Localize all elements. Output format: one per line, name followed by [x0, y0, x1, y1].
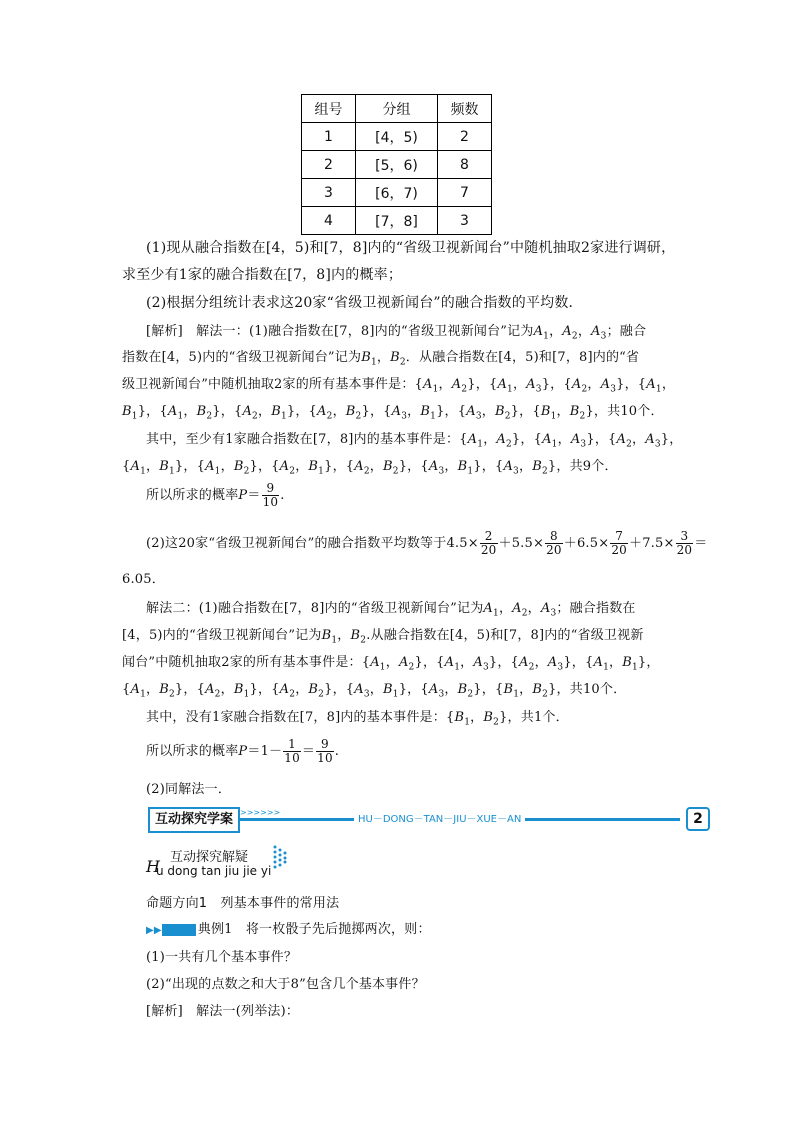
- table-cell: 3: [438, 207, 492, 235]
- table-cell: [7，8]: [356, 207, 438, 235]
- solution-1-line-4: $B_1$}，{$A_1$，$B_2$}，{$A_2$，$B_1$}，{$A_2$，$B_2$}，{$A_3$，$B_1$}，{$A_3$，$B_2$}，{$B_1$，$B_2$}，共10个．: [122, 404, 664, 422]
- subheading-title: 互动探究解疑: [170, 850, 249, 865]
- example-q1: (1)一共有几个基本事件？: [146, 950, 298, 965]
- question-1-line-2: 求至少有1家的融合指数在[7，8]内的概率；: [122, 267, 403, 283]
- solution-2-line-3: 闻台”中随机抽取2家的所有基本事件是：{$A_1$，$A_2$}，{$A_1$，$A_3$}，{$A_2$，$A_3$}，{$A_1$，$B_1$}，: [122, 655, 660, 673]
- fraction: $\frac{7}{20}$: [611, 529, 627, 557]
- solution-2-q2: (2)同解法一．: [146, 782, 232, 797]
- table-cell: 2: [302, 151, 356, 179]
- table-row: [302, 151, 492, 179]
- table-header: 频数: [438, 95, 492, 123]
- section-banner: [148, 807, 708, 833]
- example-label: 典例1: [197, 922, 233, 937]
- solution-1-average-result: 6.05．: [122, 572, 165, 587]
- subheading-pinyin: u dong tan jiu jie yi: [156, 864, 272, 878]
- fraction: $\frac{9}{10}$: [317, 737, 333, 765]
- fraction: $\frac{2}{20}$: [480, 529, 497, 557]
- banner-title: 互动探究学案: [148, 807, 240, 833]
- solution-1-average: (2)这20家“省级卫视新闻台”的融合指数平均数等于4.5× $\frac{2}{20}$ ＋5.5× $\frac{8}{20}$ ＋6.5× $\frac{7}{20}$ ＋7.5× $\frac{3}{20}$ ＝: [146, 529, 708, 557]
- fraction: $\frac{8}{20}$: [546, 529, 562, 557]
- solution-2-probability: 所以所求的概率P＝1－ $\frac{1}{10}$ ＝ $\frac{9}{10}$ .: [146, 737, 340, 765]
- solution-1-line-3: 级卫视新闻台”中随机抽取2家的所有基本事件是：{$A_1$，$A_2$}，{$A_1$，$A_3$}，{$A_2$，$A_3$}，{$A_1$，: [122, 377, 676, 395]
- solution-2-line-2: [4，5)内的“省级卫视新闻台”记为$B_1$，$B_2$.从融合指数在[4，5)和[7，8]内的“省级卫视新: [122, 628, 644, 646]
- table-cell: [5，6): [356, 151, 438, 179]
- question-1-line-1: (1)现从融合指数在[4，5)和[7，8]内的“省级卫视新闻台”中随机抽取2家进行调研，: [146, 240, 676, 256]
- fraction: $\frac{9}{10}$: [262, 481, 279, 509]
- banner-arrows-icon: >>>>>>: [240, 808, 281, 817]
- table-cell: 2: [438, 123, 492, 151]
- solution-2-line-1: 解法二：(1)融合指数在[7，8]内的“省级卫视新闻台”记为$A_1$，$A_2$，$A_3$；融合指数在: [146, 601, 636, 619]
- table-row: [302, 207, 492, 235]
- solution-2-line-4: {$A_1$，$B_2$}，{$A_2$，$B_1$}，{$A_2$，$B_2$}，{$A_3$，$B_1$}，{$A_3$，$B_2$}，{$B_1$，$B_2$}，共10个．: [122, 682, 627, 700]
- analysis-label: [解析]: [146, 324, 183, 339]
- example-1: ▶▶ 典例1 将一枚骰子先后抛掷两次，则：: [146, 922, 431, 937]
- table-cell: 4: [302, 207, 356, 235]
- frequency-table: [301, 94, 492, 235]
- banner-pinyin: HU－DONG－TAN－JIU－XUE－AN: [354, 810, 525, 825]
- table-cell: [4，5): [356, 123, 438, 151]
- table-cell: 1: [302, 123, 356, 151]
- example-solution-start: [解析] 解法一(列举法)：: [146, 1004, 300, 1019]
- table-header: 分组: [356, 95, 438, 123]
- subheading-initial: H: [146, 857, 160, 876]
- solution-1-line-1: [解析] 解法一：(1)融合指数在[7，8]内的“省级卫视新闻台”记为$A_1$，$A_2$，$A_3$；融合: [146, 324, 647, 342]
- analysis-label: [解析]: [146, 1004, 183, 1019]
- topic-heading: 命题方向1 列基本事件的常用法: [146, 896, 340, 911]
- table-cell: 7: [438, 179, 492, 207]
- fraction: $\frac{1}{10}$: [284, 737, 300, 765]
- table-cell: 8: [438, 151, 492, 179]
- solution-1-line-6: {$A_1$，$B_1$}，{$A_1$，$B_2$}，{$A_2$，$B_1$}，{$A_2$，$B_2$}，{$A_3$，$B_1$}，{$A_3$，$B_2$}，共9个．: [122, 459, 618, 477]
- dotted-arrow-icon: [272, 844, 290, 870]
- table-header-row: [302, 95, 492, 123]
- example-q2: (2)“出现的点数之和大于8”包含几个基本事件？: [146, 977, 425, 992]
- solution-1-line-5: 其中，至少有1家融合指数在[7，8]内的基本事件是：{$A_1$，$A_2$}，{$A_1$，$A_3$}，{$A_2$，$A_3$}，: [146, 432, 683, 450]
- table-cell: [6，7): [356, 179, 438, 207]
- solution-2-line-5: 其中，没有1家融合指数在[7，8]内的基本事件是：{$B_1$，$B_2$}，共1个．: [146, 710, 569, 728]
- table-cell: 3: [302, 179, 356, 207]
- solution-1-probability: 所以所求的概率P＝ $\frac{9}{10}$ .: [146, 481, 285, 509]
- table-row: [302, 179, 492, 207]
- fraction: $\frac{3}{20}$: [676, 529, 693, 557]
- double-arrow-icon: ▶▶: [146, 925, 162, 936]
- banner-number: 2: [686, 807, 710, 831]
- table-header: 组号: [302, 95, 356, 123]
- solution-1-line-2: 指数在[4，5)内的“省级卫视新闻台”记为$B_1$，$B_2$．从融合指数在[4，5)和[7，8]内的“省: [122, 350, 640, 368]
- example-tag-icon: [162, 924, 196, 936]
- question-2: (2)根据分组统计表求这20家“省级卫视新闻台”的融合指数的平均数．: [146, 295, 583, 311]
- table-row: [302, 123, 492, 151]
